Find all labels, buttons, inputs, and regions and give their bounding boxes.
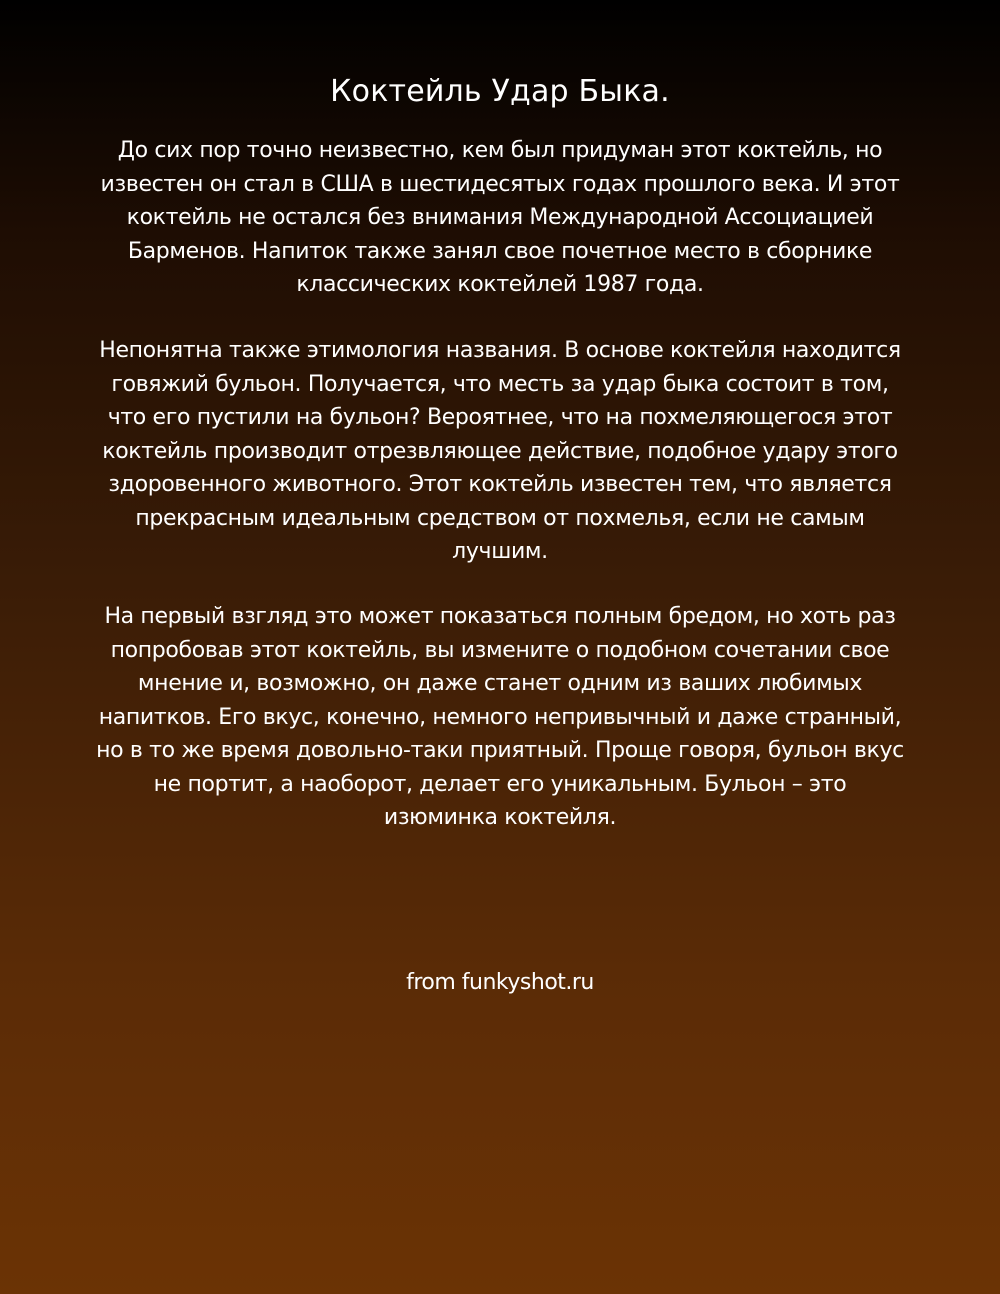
text-line: коктейль не остался без внимания Международной Ассоциацией [126,205,874,230]
text-line: прекрасным идеальным средством от похмелья, если не самым [135,505,865,531]
text-line: известен он стал в США в шестидесятых годах прошлого века. И этот [100,171,900,197]
text-line: не портит, а наоборот, делает его уникальным. Бульон – это [153,771,847,797]
text-line: изюминка коктейля. [383,805,617,830]
text-line: попробовав этот коктейль, вы измените о подобном сочетании свое [110,637,890,663]
text-line: классических коктейлей 1987 года. [296,272,704,297]
text-line: Барменов. Напиток также занял свое почетное место в сборнике [127,238,873,264]
page-title: Коктейль Удар Быка. [330,74,670,110]
paragraph-etymology [40,334,960,569]
text-line: мнение и, возможно, он даже станет одним из ваших любимых [137,671,863,696]
text-line: До сих пор точно неизвестно, кем был придуман этот коктейль, но [117,138,883,163]
text-line: лучшим. [452,539,548,564]
paragraph-origin [40,134,960,302]
source-credit: from funkyshot.ru [406,970,594,995]
text-line: здоровенного животного. Этот коктейль известен тем, что является [108,472,892,497]
text-line: говяжий бульон. Получается, что месть за удар быка состоит в том, [111,371,889,397]
text-line: На первый взгляд это может показаться полным бредом, но хоть раз [104,604,896,629]
text-line: что его пустили на бульон? Вероятнее, что на похмеляющегося этот [107,405,893,430]
text-line: но в то же время довольно-таки приятный. Проще говоря, бульон вкус [96,738,904,763]
text-line: напитков. Его вкус, конечно, немного непривычный и даже странный, [98,704,902,730]
text-line: коктейль производит отрезвляющее действие, подобное удару этого [102,438,898,464]
paragraph-taste [40,600,960,835]
text-line: Непонятна также этимология названия. В основе коктейля находится [99,338,901,363]
